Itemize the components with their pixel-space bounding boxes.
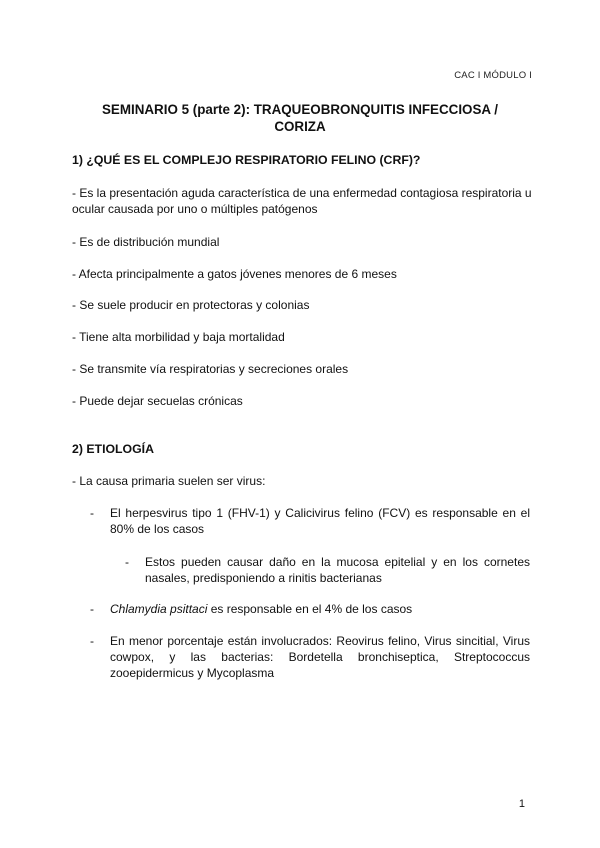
page-number: 1 <box>518 798 525 810</box>
etiology-bullet-2-text <box>110 601 530 617</box>
section-1-item-7: - Puede dejar secuelas crónicas <box>72 394 243 408</box>
section-1-item-3: - Afecta principalmente a gatos jóvenes menores de 6 meses <box>72 267 397 281</box>
section-2-intro: - La causa primaria suelen ser virus: <box>72 474 266 488</box>
section-1-item-5: - Tiene alta morbilidad y baja mortalidad <box>72 330 285 344</box>
section-1-heading: 1) ¿QUÉ ES EL COMPLEJO RESPIRATORIO FELINO (CRF)? <box>72 153 421 167</box>
section-2-heading: 2) ETIOLOGÍA <box>72 442 154 456</box>
section-1-item-2: - Es de distribución mundial <box>72 235 220 249</box>
etiology-bullet-2-rest: es responsable en el 4% de los casos <box>207 602 413 616</box>
section-1-item-4: - Se suele producir en protectoras y colonias <box>72 298 310 312</box>
section-1-item-1: - Es la presentación aguda característica de una enfermedad contagiosa respiratoria u ocular causada por uno o múltiples patógenos <box>72 186 532 216</box>
etiology-bullet-3-text: En menor porcentaje están involucrados: Reovirus felino, Virus sincitial, Virus cowpox, y las bacterias: Bordetella bronchiseptica, Streptococcus zooepidermicus y Mycoplasma <box>110 634 530 680</box>
title-line-2: CORIZA <box>274 119 326 134</box>
title-line-1: SEMINARIO 5 (parte 2): TRAQUEOBRONQUITIS INFECCIOSA / <box>101 102 499 117</box>
bullet-mark: - <box>90 634 94 648</box>
page-title <box>70 101 530 135</box>
bullet-mark: - <box>90 506 94 520</box>
module-header: CAC I MÓDULO I <box>454 70 532 81</box>
etiology-sub-bullet-1-text: Estos pueden causar daño en la mucosa epitelial y en los cornetes nasales, predisponiendo a rinitis bacterianas <box>145 555 530 585</box>
etiology-bullet-1-text: El herpesvirus tipo 1 (FHV-1) y Calicivirus felino (FCV) es responsable en el 80% de los casos <box>110 506 530 536</box>
bullet-mark: - <box>90 602 94 616</box>
species-name: Chlamydia psittaci <box>110 602 208 616</box>
section-1-item-6: - Se transmite vía respiratorias y secreciones orales <box>72 362 349 376</box>
bullet-mark: - <box>125 555 129 569</box>
